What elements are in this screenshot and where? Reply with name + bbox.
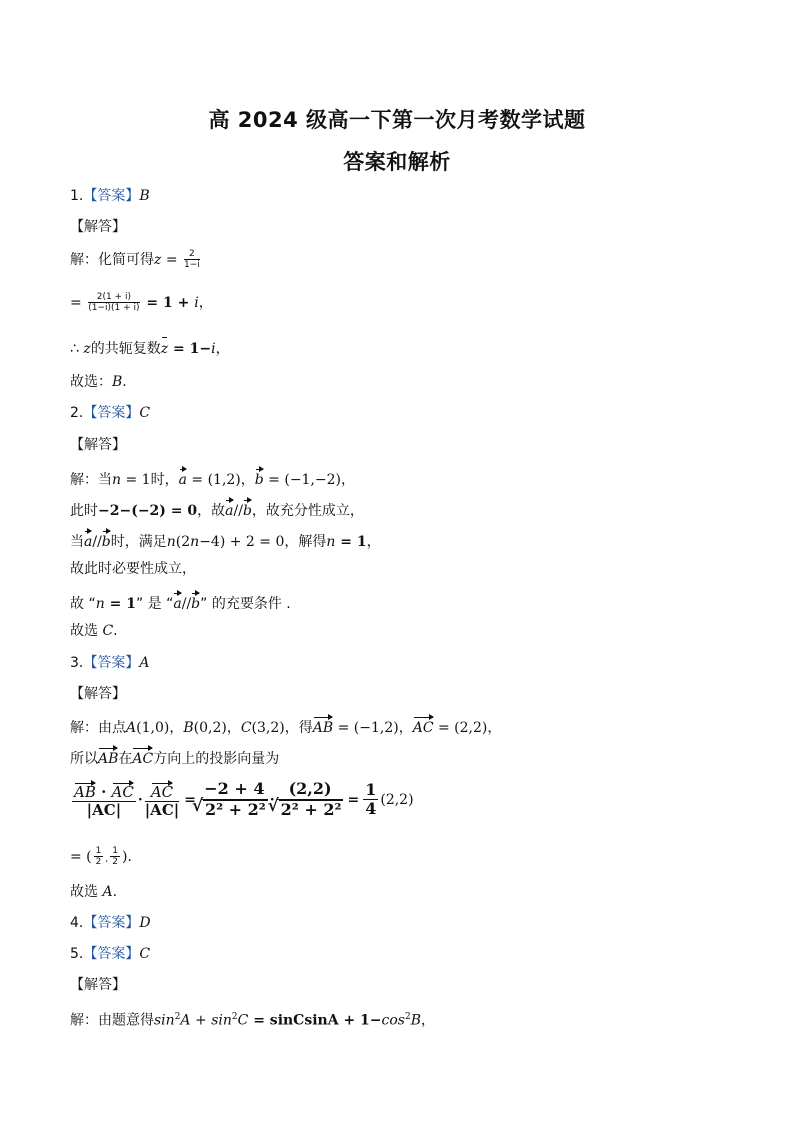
q2-answer-line [70,403,150,423]
q3-frac-numeric-2: (2,2) √ 2² + 2² [277,780,344,819]
q3-frac-quarter: $\frac{1}{4}$ [365,779,377,819]
q4-answer-line [70,913,151,933]
q3-answer-value: A [139,655,150,671]
q1-answer-value: B [139,188,150,204]
q3-frac-dot-product: $\frac{AB \cdot AC}{|AC|}$ [72,780,136,820]
q1-fraction-2: $\frac{2(1 + i)}{(1-i)(1 + i)}$ [88,292,140,314]
q2-answer-value: C [139,405,151,421]
q1-answer-tag: 【答案】 [83,188,140,204]
q1-analysis-label: 【解答】 [70,219,126,235]
q3-answer-tag: 【答案】 [83,655,140,671]
q4-number: 4. [70,915,84,931]
q2-conclusion: 故选 C. [70,623,118,639]
q5-answer-tag: 【答案】 [83,946,140,962]
q3-step-2: 所以AB在AC方向上的投影向量为 [70,745,279,769]
q3-step-4: = ( $\frac{1}{2}$ , $\frac{1}{2}$ )． [70,846,142,868]
q2-answer-tag: 【答案】 [83,405,140,421]
q2-step-5: 故 “n = 1” 是 “a//b” 的充要条件 . [70,590,291,614]
q1-fraction-1: $\frac{2}{1-i}$ [184,249,200,271]
q5-step-1: 解：由题意得$\sin^2A + \sin^2C$ = sinCsinA + $1-\cos^2B$， [70,1012,436,1029]
q3-frac-unit-vector: $\frac{AC}{|AC|}$ [145,780,180,820]
q3-projection-formula: $\frac{AB \cdot AC}{|AC|}$ · $\frac{AC}{|AC|}$ = −2 + 4 √ 2² + 2² · (2,2) √ 2² + 2² = $\frac{1}{4}$ (2,2) [70,780,414,820]
q1-step-3: ∴ z的共轭复数z = 1−i， [70,341,230,357]
q5-answer-line [70,944,150,964]
q1-step-2: = $\frac{2(1 + i)}{(1-i)(1 + i)}$ = 1 + i， [70,292,213,314]
q1-number: 1. [70,188,84,204]
q3-answer-line [70,653,149,673]
q2-step-2: 此时−2−(−2) = 0，故a//b，故充分性成立， [70,497,364,521]
q2-step-1: 解：当n = 1时，a = (1,2)，b = (−1,−2)， [70,466,355,490]
q3-analysis-label: 【解答】 [70,686,126,702]
q3-conclusion: 故选 A. [70,884,118,900]
document-subtitle: 答案和解析 [343,150,451,174]
q2-number: 2. [70,405,84,421]
q1-answer-line [70,186,150,206]
q3-frac-numeric-1: −2 + 4 √ 2² + 2² [201,780,268,819]
q1-conclusion: 故选：B. [70,374,127,390]
q4-answer-tag: 【答案】 [83,915,140,931]
q4-answer-value: D [139,915,151,931]
q5-number: 5. [70,946,84,962]
q3-number: 3. [70,655,84,671]
q2-analysis-label: 【解答】 [70,437,126,453]
q5-analysis-label: 【解答】 [70,977,126,993]
q2-step-4: 故此时必要性成立， [70,561,196,577]
document-title: 高 2024 级高一下第一次月考数学试题 [208,108,586,132]
q2-step-3: 当a//b时，满足n(2n−4) + 2 = 0，解得n = 1， [70,528,381,552]
q1-step-1: 解：化简可得z = $\frac{2}{1-i}$ [70,249,200,271]
q5-answer-value: C [139,946,151,962]
q3-step-1: 解：由点A(1,0)，B(0,2)，C(3,2)，得AB = (−1,2)，AC = (2,2)， [70,714,501,738]
